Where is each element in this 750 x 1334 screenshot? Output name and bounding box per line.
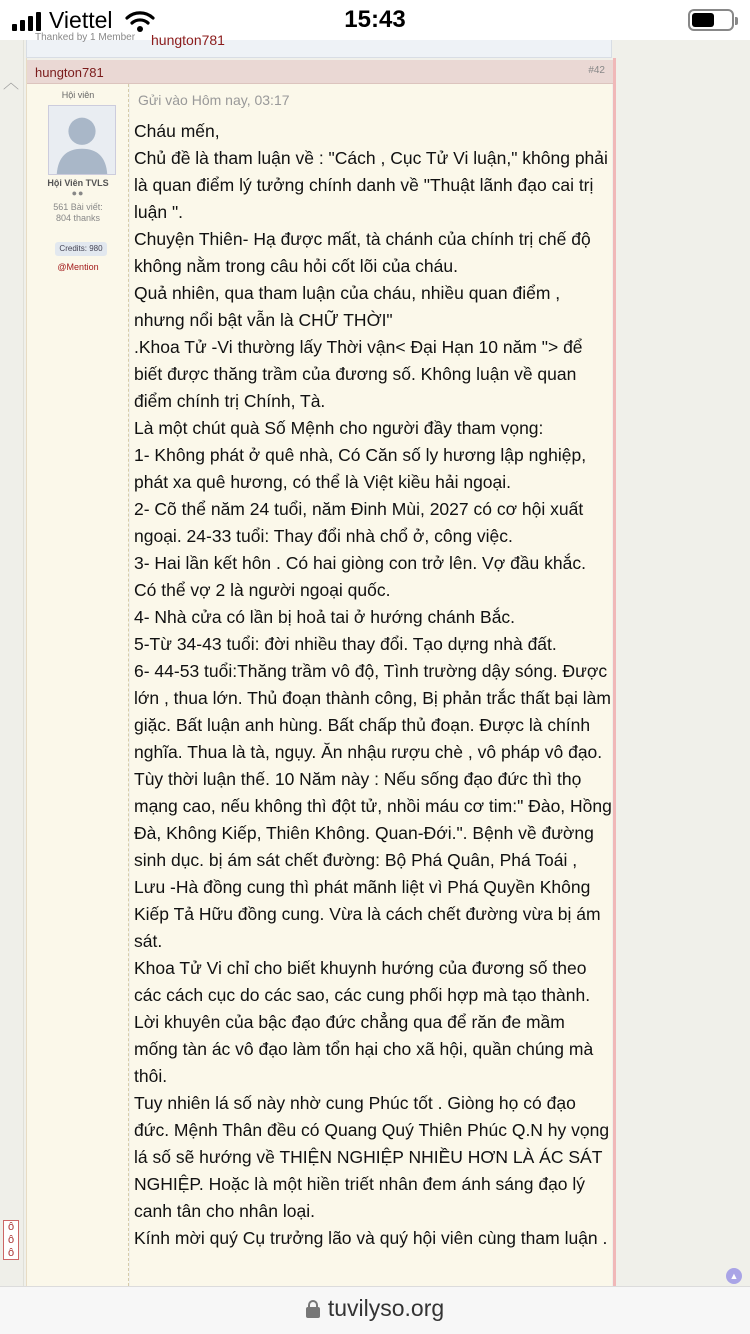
avatar-placeholder-icon: [49, 106, 115, 174]
post-paragraph: 6- 44-53 tuổi:Thăng trầm vô độ, Tình trường dậy sóng. Được lớn , thua lớn. Thủ đoạn thành công, Bị phản trắc thất bại làm giặc. Bất luận anh hùng. Bất chấp thủ đoạn. Được là chính nghĩa. Thua là tà, ngụy. Ăn nhậu rượu chè , vô pháp vô đạo. Tùy thời luận thế. 10 Năm này : Nếu sống đạo đức thì thọ mạng cao, nếu không thì đột tử, nhồi máu cơ tim:" Đào, Hồng Đà, Không Kiếp, Thiên Không. Quan-Đới.". Bệnh về đường sinh dục. bị ám sát chết đường: Bộ Phá Quân, Phá Toái , Lưu -Hà đồng cung thì phát mãnh liệt vì Phá Quyền Không Kiếp Tả Hữu đồng cung. Vừa là cách chết đường vừa bị ám sát.: [134, 661, 612, 951]
post-paragraph: Là một chút quà Số Mệnh cho người đầy tham vọng:: [134, 418, 544, 438]
member-group-label: Hội viên: [61, 90, 95, 100]
battery-icon: [688, 9, 734, 31]
post-author-link[interactable]: hungton781: [35, 65, 104, 80]
status-time: 15:43: [344, 6, 406, 33]
post-paragraph: Khoa Tử Vi chỉ cho biết khuynh hướng của đương số theo các cách cục do các sao, các cung phối hợp mà tạo thành. Lời khuyên của bậc đạo đức chẳng qua để răn đe mầm mống tàn ác vô đạo làm tổn hại cho xã hội, quần chúng mà thôi.: [134, 958, 594, 1086]
member-rank: Hội Viên TVLS: [47, 178, 109, 188]
float-action-icon[interactable]: ▲: [726, 1268, 742, 1284]
mention-link[interactable]: @Mention: [57, 262, 99, 272]
collapse-arrow-icon[interactable]: ︿: [3, 75, 20, 92]
post-number-link[interactable]: #42: [588, 65, 605, 76]
previous-post-footer: [26, 32, 612, 58]
post-paragraph: 1- Không phát ở quê nhà, Có Căn số ly hương lập nghiệp, phát xa quê hương, có thể là Việt kiều hải ngoại.: [134, 445, 587, 492]
post-timestamp: Gửi vào Hôm nay, 03:17: [138, 92, 290, 108]
post-paragraph: .Khoa Tử -Vi thường lấy Thời vận< Đại Hạn 10 năm "> để biết được thăng trầm của đương số. Không luận về quan điểm chính trị Chính, Tà.: [134, 337, 583, 411]
browser-address-bar[interactable]: [0, 1286, 750, 1334]
side-ad-icon[interactable]: ô ô ô: [3, 1220, 19, 1260]
left-rail: [0, 40, 24, 1286]
author-info: [27, 84, 129, 1286]
credits-badge: Credits: 980: [55, 242, 107, 256]
thanked-user-link[interactable]: hungton781: [151, 32, 225, 48]
thanks-count: 804 thanks: [55, 213, 101, 223]
post-header: [27, 60, 613, 84]
post-paragraph: Quả nhiên, qua tham luận của cháu, nhiều quan điểm , nhưng nổi bật vẫn là CHỮ THỜI": [134, 283, 561, 330]
thanked-by-label: Thanked by 1 Member: [35, 32, 136, 43]
post-paragraph: Kính mời quý Cụ trưởng lão và quý hội viên cùng tham luận .: [134, 1228, 608, 1248]
post-paragraph: Cháu mến,: [134, 121, 220, 141]
rank-dots: ●●: [71, 188, 85, 198]
post-paragraph: Chủ đề là tham luận về : "Cách , Cục Tử Vi luận," không phải là quan điểm lý tưởng chính danh về "Thuật lãnh đạo cai trị luận ".: [134, 148, 608, 222]
post-count: 561 Bài viết:: [53, 202, 103, 212]
post-paragraph: 5-Từ 34-43 tuổi: đời nhiều thay đổi. Tạo dựng nhà đất.: [134, 634, 557, 654]
post-content: [130, 84, 612, 1286]
url-text[interactable]: tuvilyso.org: [327, 1295, 445, 1321]
post-paragraph: Chuyện Thiên- Hạ được mất, tà chánh của chính trị chế độ không nằm trong câu hỏi cốt lõi của cháu.: [134, 229, 591, 276]
post-paragraph: 4- Nhà cửa có lần bị hoả tai ở hướng chánh Bắc.: [134, 607, 516, 627]
post-body: [134, 118, 612, 1252]
carrier-name: Viettel: [49, 7, 113, 33]
post-paragraph: 2- Cõ thể năm 24 tuổi, năm Đinh Mùi, 2027 có cơ hội xuất ngoại. 24-33 tuổi: Thay đổi nhà chổ ở, công việc.: [134, 499, 584, 546]
post-paragraph: 3- Hai lần kết hôn . Có hai giòng con trở lên. Vợ đầu khắc. Có thể vợ 2 là người ngoại quốc.: [134, 553, 586, 600]
post-paragraph: Tuy nhiên lá số này nhờ cung Phúc tốt . Giòng họ có đạo đức. Mệnh Thân đều có Quang Quý Thiên Phúc Q.N hy vọng lá số sẽ hướng về THIỆN NGHIỆP NHIỀU HƠN LÀ ÁC SÁT NGHIỆP. Hoặc là một hiền triết nhân đem ánh sáng đạo lý canh tân cho nhân loại.: [134, 1093, 610, 1221]
forum-page[interactable]: [0, 32, 750, 1286]
avatar[interactable]: [48, 105, 116, 175]
lock-icon: [306, 1300, 320, 1318]
